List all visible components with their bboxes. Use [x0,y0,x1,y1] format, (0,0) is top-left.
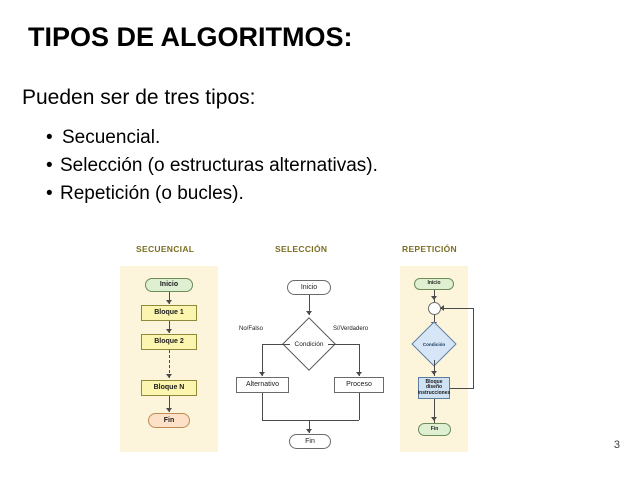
connector [450,388,474,389]
column-heading-selection: SELECCIÓN [275,244,328,254]
page-title: TIPOS DE ALGORITMOS: [28,22,353,52]
list-item [46,152,606,180]
flowchart-figure [112,240,522,460]
column-heading-sequential: SECUENCIAL [136,244,195,254]
repetition-node-inicio: Inicio [414,278,454,290]
list-item-label: Secuencial. [62,127,161,148]
connector [262,420,359,421]
arrow-icon [306,311,312,315]
arrow-icon [306,429,312,433]
arrow-icon [259,372,265,376]
list-item [46,124,606,152]
repetition-node-fin: Fin [418,423,451,436]
bullet-marker-icon: • [46,183,53,204]
arrow-icon [431,371,437,375]
repetition-decision-label: Condición [422,341,446,347]
column-heading-repetition: REPETICIÓN [402,244,457,254]
sequential-node-inicio: Inicio [145,278,193,292]
repetition-node-bloque: Bloque diseño instrucciones [418,377,450,399]
arrow-icon [166,408,172,412]
sequential-node-bloque-n: Bloque N [141,380,197,396]
arrow-icon [440,305,444,311]
list-item [46,180,606,208]
sequential-node-fin: Fin [148,413,190,428]
selection-node-fin: Fin [289,434,331,449]
selection-edge-label-true: Sí/Verdadero [333,326,369,332]
selection-edge-label-false: No/Falso [239,326,264,332]
selection-node-inicio: Inicio [287,280,331,295]
connector [262,344,290,345]
arrow-icon [356,372,362,376]
connector [473,308,474,388]
selection-node-alternativo: Alternativo [236,377,289,393]
arrow-icon [431,417,437,421]
arrow-icon [166,300,172,304]
list-item-label: Repetición (o bucles). [60,183,244,204]
list-item-label: Selección (o estructuras alternativas). [60,155,378,176]
bullet-marker-icon: • [46,155,53,176]
selection-node-proceso: Proceso [334,377,384,393]
sequential-node-bloque-2: Bloque 2 [141,334,197,350]
arrow-icon [166,329,172,333]
arrow-icon [166,374,172,378]
connector [328,344,360,345]
page-number: 3 [613,439,620,451]
bullet-list [46,124,606,208]
connector [441,308,473,309]
arrow-icon [431,296,437,300]
intro-text: Pueden ser de tres tipos: [22,86,256,109]
selection-decision-label: Condición [294,340,324,348]
connector [359,393,360,420]
connector [262,393,263,420]
sequential-node-bloque-1: Bloque 1 [141,305,197,321]
bullet-marker-icon: • [46,127,53,148]
